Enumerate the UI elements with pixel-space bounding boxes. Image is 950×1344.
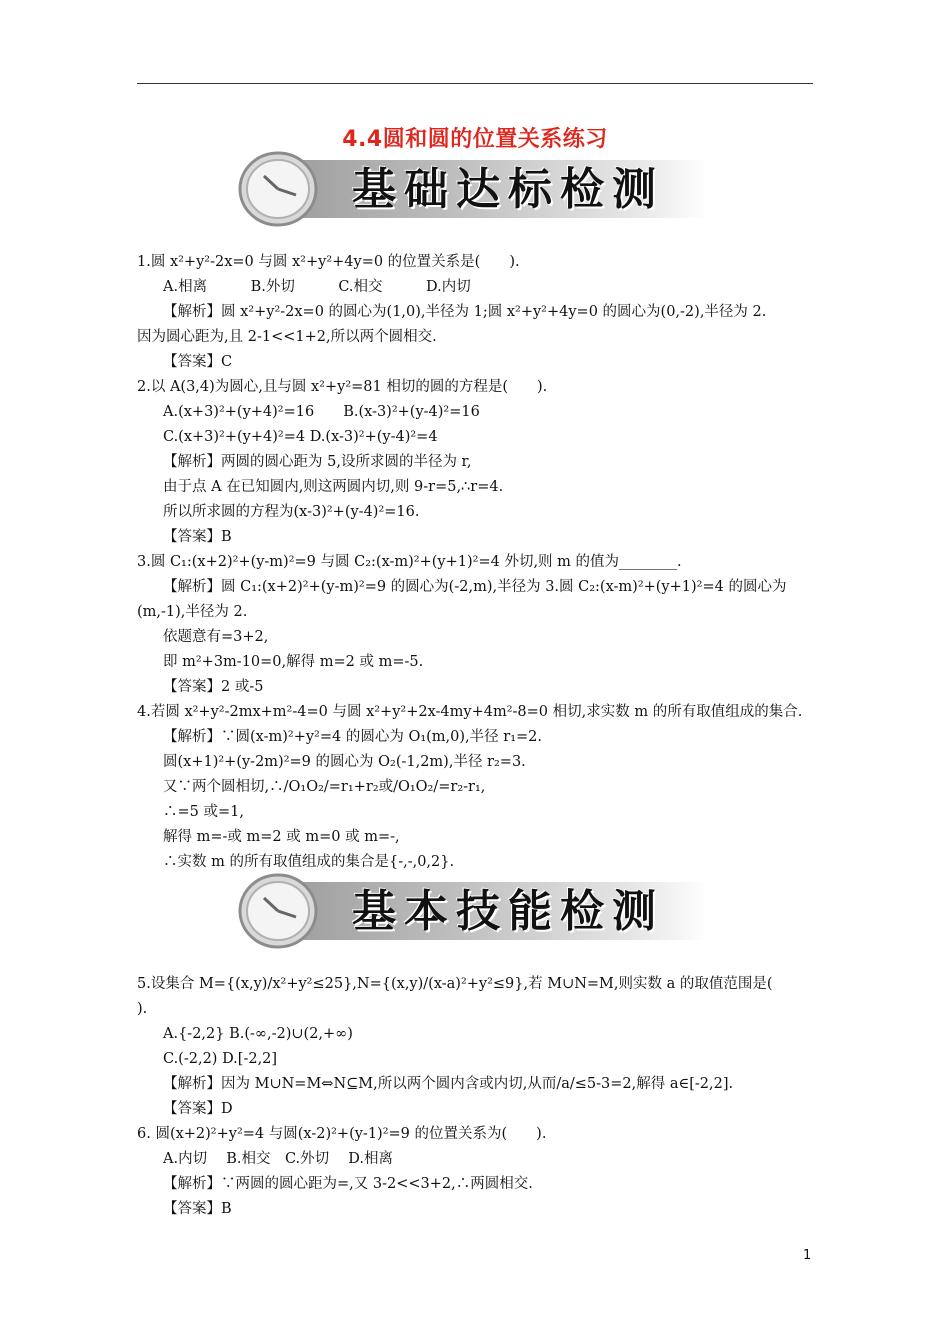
solution-text: (m,-1),半径为 2.: [137, 604, 248, 620]
question-options: C.(-2,2) D.[-2,2]: [163, 1051, 278, 1067]
solution-text: 由于点 A 在已知圆内,则这两圆内切,则 9-r=5,∴r=4.: [163, 479, 504, 495]
solution-text: 依题意有=3+2,: [163, 629, 269, 645]
page-number: 1: [803, 1248, 812, 1263]
question-5-continued: ).: [137, 1001, 148, 1017]
solution-text: 【解析】∵圆(x-m)²+y²=4 的圆心为 O₁(m,0),半径 r₁=2.: [163, 729, 542, 745]
header-rule: [137, 83, 813, 84]
question-options: A.相离 B.外切 C.相交 D.内切: [163, 279, 471, 295]
solution-text: 【解析】因为 M∪N=M⇔N⊆M,所以两个圆内含或内切,从而/a/≤5-3=2,解得 a∈[-2,2].: [163, 1076, 734, 1092]
solution-text: 【解析】圆 x²+y²-2x=0 的圆心为(1,0),半径为 1;圆 x²+y²+4y=0 的圆心为(0,-2),半径为 2.: [163, 304, 767, 320]
solution-text: 圆(x+1)²+(y-2m)²=9 的圆心为 O₂(-1,2m),半径 r₂=3.: [163, 754, 526, 770]
question-options: A.{-2,2} B.(-∞,-2)∪(2,+∞): [163, 1026, 353, 1042]
question-1: 1.圆 x²+y²-2x=0 与圆 x²+y²+4y=0 的位置关系是( ).: [137, 254, 520, 270]
section-banner-skills: [232, 872, 708, 954]
answer-text: 【答案】B: [163, 529, 232, 545]
solution-text: 又∵两个圆相切,∴/O₁O₂/=r₁+r₂或/O₁O₂/=r₂-r₁,: [163, 779, 486, 795]
question-3: 3.圆 C₁:(x+2)²+(y-m)²=9 与圆 C₂:(x-m)²+(y+1)²=4 外切,则 m 的值为________.: [137, 554, 682, 570]
question-options: A.(x+3)²+(y+4)²=16 B.(x-3)²+(y-4)²=16: [163, 404, 480, 420]
solution-text: 【解析】∵两圆的圆心距为=,又 3-2<<3+2,∴两圆相交.: [163, 1176, 533, 1192]
section-1-questions: [137, 250, 813, 875]
banner-title: 基础达标检测: [352, 164, 664, 215]
clock-icon: [236, 872, 320, 950]
answer-text: 【答案】C: [163, 354, 233, 370]
section-2-questions: [137, 972, 813, 1222]
question-options: A.内切 B.相交 C.外切 D.相离: [163, 1151, 393, 1167]
answer-text: 【答案】B: [163, 1201, 232, 1217]
question-options: C.(x+3)²+(y+4)²=4 D.(x-3)²+(y-4)²=4: [163, 429, 438, 445]
question-2: 2.以 A(3,4)为圆心,且与圆 x²+y²=81 相切的圆的方程是( ).: [137, 379, 548, 395]
question-4: 4.若圆 x²+y²-2mx+m²-4=0 与圆 x²+y²+2x-4my+4m²-8=0 相切,求实数 m 的所有取值组成的集合.: [137, 704, 803, 720]
solution-text: 所以所求圆的方程为(x-3)²+(y-4)²=16.: [163, 504, 420, 520]
question-5: 5.设集合 M={(x,y)/x²+y²≤25},N={(x,y)/(x-a)²+y²≤9},若 M∪N=M,则实数 a 的取值范围是(: [137, 976, 773, 992]
section-banner-basic: [232, 150, 708, 232]
banner-title: 基本技能检测: [352, 886, 664, 937]
answer-text: 【答案】2 或-5: [163, 679, 264, 695]
solution-text: 【解析】两圆的圆心距为 5,设所求圆的半径为 r,: [163, 454, 472, 470]
solution-text: 解得 m=-或 m=2 或 m=0 或 m=-,: [163, 829, 400, 845]
solution-text: 【解析】圆 C₁:(x+2)²+(y-m)²=9 的圆心为(-2,m),半径为 3.圆 C₂:(x-m)²+(y+1)²=4 的圆心为: [163, 579, 787, 595]
answer-text: 【答案】D: [163, 1101, 233, 1117]
page-title: 4.4圆和圆的位置关系练习: [342, 127, 608, 152]
solution-text: 因为圆心距为,且 2-1<<1+2,所以两个圆相交.: [137, 329, 437, 345]
solution-text: 即 m²+3m-10=0,解得 m=2 或 m=-5.: [163, 654, 424, 670]
clock-icon: [236, 150, 320, 228]
question-6: 6. 圆(x+2)²+y²=4 与圆(x-2)²+(y-1)²=9 的位置关系为( ).: [137, 1126, 547, 1142]
solution-text: ∴=5 或=1,: [163, 804, 244, 820]
solution-text: ∴实数 m 的所有取值组成的集合是{-,-,0,2}.: [163, 854, 455, 870]
